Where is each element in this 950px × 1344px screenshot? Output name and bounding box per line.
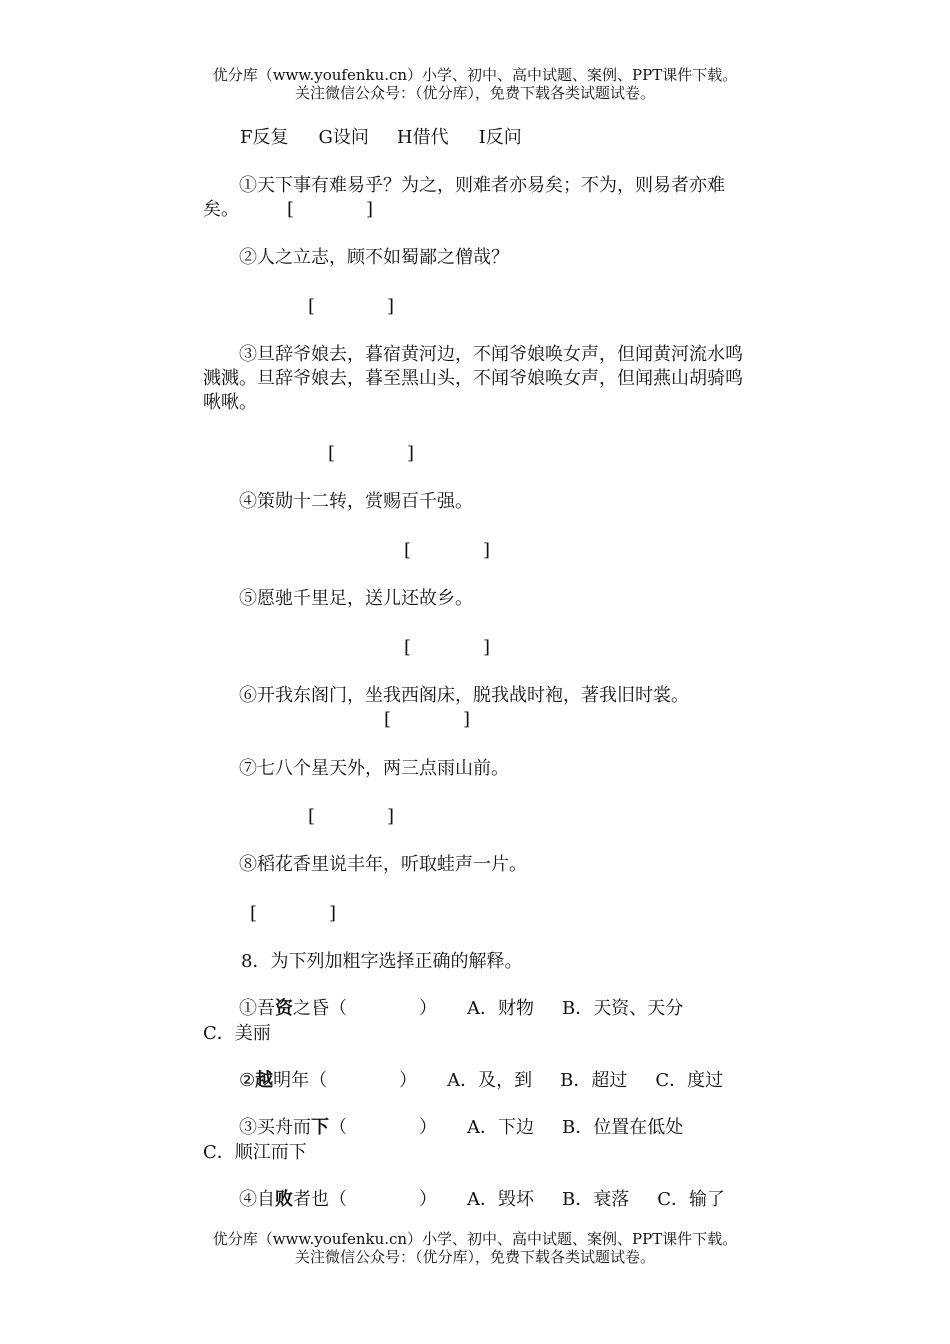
q8-item-4-option-a: A．毁坏 <box>467 1189 534 1210</box>
q7-item-3-text: ③旦辞爷娘去，暮宿黄河边，不闻爷娘唤女声，但闻黄河流水鸣溅溅。旦辞爷娘去，暮至黑山头，不闻爷娘唤女声，但闻燕山胡骑鸣啾啾。 <box>203 344 743 413</box>
page-footer <box>0 1230 950 1266</box>
q7-item-5-bracket[interactable]: [ ] <box>404 637 491 658</box>
q7-item-4-bracket[interactable]: [ ] <box>404 540 491 561</box>
q8-item-3 <box>239 1116 683 1140</box>
q7-item-1-text: ①天下事有难易乎？为之，则难者亦易矣；不为，则易者亦难矣。 <box>203 175 725 220</box>
q8-item-1-bold-char: 资 <box>275 998 293 1019</box>
q7-item-4-text: ④策勋十二转，赏赐百千强。 <box>239 491 473 512</box>
option-f: F反复 <box>240 127 289 148</box>
q8-item-4-bold-char: 败 <box>275 1189 293 1210</box>
q7-item-2-bracket[interactable]: [ ] <box>308 296 395 317</box>
q7-item-6-bracket[interactable]: [ ] <box>384 709 471 730</box>
q7-item-8-text: ⑧稻花香里说丰年，听取蛙声一片。 <box>239 854 527 875</box>
q8-item-4-option-b: B．衰落 <box>562 1189 630 1210</box>
q8-item-2-blank[interactable]: 明年（ ） <box>273 1070 418 1091</box>
q8-item-2-bold-char: 越 <box>255 1070 274 1091</box>
q8-item-1-pre: 吾 <box>257 998 275 1019</box>
q8-item-1 <box>239 997 683 1021</box>
q8-item-3-num: ③ <box>239 1117 257 1138</box>
q8-item-2-option-b: B．超过 <box>560 1070 628 1091</box>
option-h: H借代 <box>396 127 449 148</box>
rhetoric-options-row <box>240 126 522 150</box>
q7-item-1-bracket[interactable]: [ ] <box>287 199 374 220</box>
q8-item-1-option-a: A．财物 <box>467 998 534 1019</box>
q8-item-2-option-a: A．及，到 <box>447 1070 533 1091</box>
q8-item-4-option-c: C．输了 <box>657 1189 726 1210</box>
q8-item-2 <box>239 1069 723 1093</box>
footer-line-1: 优分库（www.youfenku.cn）小学、初中、高中试题、案例、PPT课件下载。 <box>212 1230 738 1248</box>
q8-item-3-blank[interactable]: （ ） <box>329 1117 437 1138</box>
page-header <box>0 66 950 102</box>
header-line-2: 关注微信公众号：（优分库），免费下载各类试题试卷。 <box>294 84 655 102</box>
option-i: I反问 <box>478 127 522 148</box>
q7-item-5-text: ⑤愿驰千里足，送儿还故乡。 <box>239 588 473 609</box>
q8-item-1-blank[interactable]: 之昏（ ） <box>293 998 437 1019</box>
q8-item-4-num: ④ <box>239 1189 257 1210</box>
option-g: G设问 <box>318 127 369 148</box>
q8-item-4-pre: 自 <box>257 1189 275 1210</box>
q7-item-2-text: ②人之立志，顾不如蜀鄙之僧哉？ <box>239 247 509 268</box>
q8-item-1-option-c: C．美丽 <box>203 1023 271 1044</box>
q8-item-3-option-c: C．顺江而下 <box>203 1142 307 1163</box>
q8-item-4-blank[interactable]: 者也（ ） <box>293 1189 437 1210</box>
q8-item-3-bold-char: 下 <box>311 1117 329 1138</box>
q7-item-7-bracket[interactable]: [ ] <box>308 806 395 827</box>
q8-item-2-num: ② <box>239 1070 256 1091</box>
q8-item-3-option-a: A．下边 <box>467 1117 534 1138</box>
q7-item-6-text: ⑥开我东阁门，坐我西阁床，脱我战时袍，著我旧时裳。 <box>239 685 689 706</box>
q8-item-2-option-c: C．度过 <box>655 1070 724 1091</box>
q7-item-7-text: ⑦七八个星天外，两三点雨山前。 <box>239 758 509 779</box>
q8-item-3-option-b: B．位置在低处 <box>562 1117 684 1138</box>
header-line-1: 优分库（www.youfenku.cn）小学、初中、高中试题、案例、PPT课件下载。 <box>212 66 738 84</box>
q7-item-8-bracket[interactable]: [ ] <box>250 903 337 924</box>
q8-item-1-option-b: B．天资、天分 <box>562 998 684 1019</box>
q8-title: 8．为下列加粗字选择正确的解释。 <box>241 951 523 972</box>
q8-item-4 <box>239 1188 725 1212</box>
q7-item-1 <box>203 174 748 222</box>
q8-item-1-num: ① <box>239 998 257 1019</box>
footer-line-2: 关注微信公众号：（优分库），免费下载各类试题试卷。 <box>294 1248 655 1266</box>
q8-item-3-pre: 买舟而 <box>257 1117 311 1138</box>
q7-item-3-bracket[interactable]: [ ] <box>328 443 415 464</box>
